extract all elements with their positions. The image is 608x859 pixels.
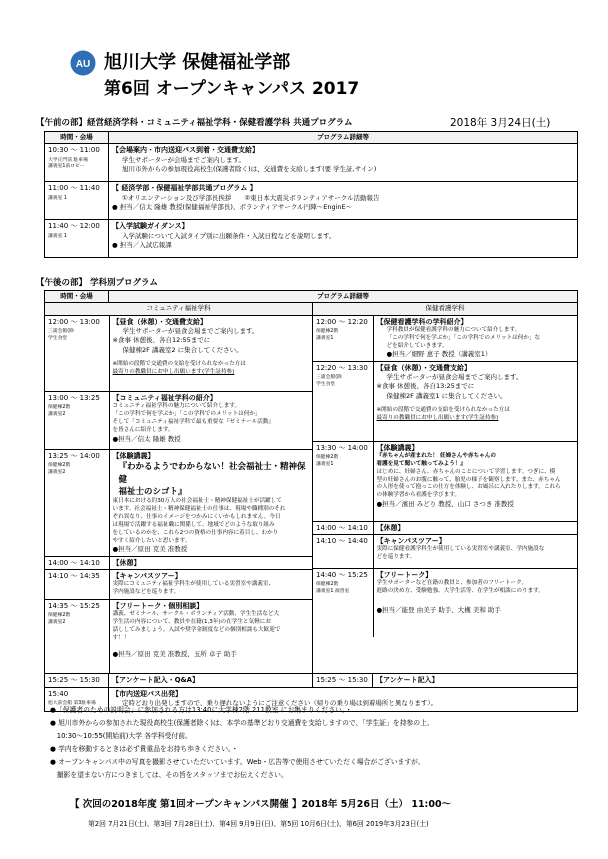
page-title: 旭川大学 保健福祉学部 xyxy=(104,52,291,73)
page-subtitle: 第6回 オープンキャンパス 2017 xyxy=(104,79,360,99)
svg-text:AU: AU xyxy=(75,59,91,70)
dept-community: コミュニティ福祉学科 xyxy=(45,303,313,315)
note-2b: 10:30～10:55(開始前)大学 各学科受付前。 xyxy=(50,732,192,740)
event-date: 2018年 3月24日(土) xyxy=(450,117,551,129)
note-4: ● オープンキャンパス中の写真を撮影させていただいています。Web・広告等で使用させていただく場合がございますが、 xyxy=(50,758,425,766)
col-program: プログラム詳細等 xyxy=(109,132,578,144)
venue: 大学正門前 駐車場 講義室1前ロビー xyxy=(48,157,88,170)
dept-nursing: 保健看護学科 xyxy=(313,303,578,315)
right-program: 12:00 ～ 12:20 保健棟2階 講義室1 【保健看護学科の学科紹介】 学科教員が保健看護学科の魅力について紹介します。 「この学科で何を学ぶか」「この学科でのメリットは何か」な どを紹介していきます。 ●担当／細野 恵子 教授（講義室1） 12:20 ～ 13:30 三浦会館(除 学生食堂 【昼食（休憩）・交通費支給】 学生サポーターが昼食会場までご案内します。 ※食事 休憩後、各自13:25までに 保健棟2F 講義室1 に集合してください。 ※開始の段階で交通費の支給を受けられなかった方は 最寄りの教職員にお申し出願います(学生証持参) 13:30 ～ 14:00 保健棟2階 講義室1 【体験講義】 『赤ちゃんが産まれた！ 妊婦さんや赤ちゃんの 看護を見て聞いて触ってみよう！』 はじめに、妊婦さん、赤ちゃんのことについて学習します。つぎに、模 型の妊婦さんのお腹に触って、胎児の様子を観察します。また、赤ちゃん の人形を使って抱っこの仕方を体験し、お風呂に入れたりします。これら の体験学習から看護を学びます。 ●担当／濱田 みどり 教授、山口 さつき 准教授 14:00 ～ 14:10 【休憩】 14:10 ～ 14:40 【キャンパスツアー】 実際に保健看護学科生が使用している実習室や講義室、学内施設な どを巡ります。 14:40 ～ 15:25 保健棟2階 講義室1 演習室 【フリートーク】 学生サポーターなど在籍の教員と、参加者のフリートーク。 進路の決め方、受験勉強、大学生活等、在学生が相談にのります。 ●担当／能登 由美子 助手、大槻 美和 助手 xyxy=(313,316,577,637)
morning-section-label: 【午前の部】経営経済学科・コミュニティ福祉学科・保健看護学科 共通プログラム xyxy=(36,118,353,128)
note-4b: 撮影を望まない方につきましては、その旨をスタッフまでお伝えください。 xyxy=(50,771,288,779)
note-2: ● 旭川市外からの参加された現役高校生(保護者除く)は、本学の基準どおり交通費を支給しますので、「学生証」を持参の上、 xyxy=(50,719,434,727)
col-time: 時間・会場 xyxy=(45,132,109,144)
note-1: ●「保護者のための説明会」に参加される方は13:40に大学棟2階 211教室 にお集まりください。・ xyxy=(50,706,353,714)
university-logo xyxy=(70,50,96,76)
future-dates: 第2回 7月21日(土)、第3回 7月28日(土)、第4回 9月9日(日)、第5回 10月6日(土)、第6回 2019年3月23日(土) xyxy=(88,820,429,828)
table-row: 11:40 ～ 12:00 講義室 1 【入学試験ガイダンス】 入学試験について入試タイプ別に出願条件・入試日程などを説明します。 ● 担当／入試広報課 xyxy=(45,220,578,258)
next-event-heading: 【 次回の2018年度 第1回オープンキャンパス開催 】2018年 5月26日（土） 11:00～ xyxy=(70,799,452,810)
table-row: 11:00 ～ 11:40 講義室 1 【 経済学部・保健福祉学部共通プログラム 】 ①オリエンテーション及び学部長挨拶 ②東日本大震災ボランティアサークル活動報告 ● 担当／信太 隆雄 教授(保健福祉学部長)、ボランティアサークル円陣～EnginE～ xyxy=(45,182,578,220)
afternoon-table: 時間・会場 プログラム詳細等 コミュニティ福祉学科 保健看護学科 12:00 ～ 13:00 三浦会館(除 学生食堂 【昼食（休憩）・交通費支給】 学生サポーターが昼食会場までご案内します。 ※食事 休憩後、各自12:55までに 保健棟2F 講義室2 に集合してください。 ※開始の段階で交通費の支給を受けられなかった方は 最寄りの教職員にお申し出願います(学生証持参) 13:00 ～ 13:25 保健棟2階 講義室2 【コミュニティ福祉学科の紹介】 コミュニティ福祉学科の魅力について紹介します。 「この学科で何を学ぶか」「この学科でのメリットは何か」 そして「コミュニティ福祉学科で最も重要な『ゼミナール活動』 を皆さんに紹介します。 ●担当／信太 隆雄 教授 13:25 ～ 14:00 保健棟2階 講義室2 【体験講義】 『わかるようでわからない！社会福祉士・精神保健 福祉士のシゴト』 東日本における約30万人の社会福祉士・精神保健福祉士が活躍して います。社会福祉士・精神保健福祉士の仕事は、現場や職種別のそれ ぞれ異なり、仕事のイメージをつかみにくいかもしれません。今日 は現場で活躍する福祉職に関係して、地域でどのような取り組み をしているのかを、これら2つの資格の仕事内容に着目し、わかり やすく紹介したいと思います。 ●担当／原田 克美 准教授 14:00 ～ 14:10 【休憩】 14:10 ～ 14:35 【キャンパスツアー】 実際にコミュニティ福祉学科生が使用している実習室や講義室、 学内施設などを巡ります。 14:35 ～ 15:25 保健棟2階 講義室2 【フリートーク・個別相談】 講義、ゼミナール、サークル・ボランティア活動、学生生活など大 学生活の内容について、教員や在籍(1,3年)の在学生と気軽にお 話ししてみましょう。入試や奨学金制度などの個別相談も大歓迎で す！！ ●担当／原田 克美 准教授、玉所 卓子 助手 12:00 ～ 12:20 保健棟2階 講義室1 【保健看護学科の学科紹介】 学科教員が保健看護学科の魅力について紹介します。 「この学科で何を学ぶか」「この学科でのメリットは何か」な どを紹介していきます。 ●担当／細野 恵子 教授（講義室1） 12:20 ～ 13:30 三浦会館(除 学生食堂 【昼食（休憩）・交通費支給】 学生サポーターが昼食会場までご案内します。 ※食事 休憩後、各自13:25までに 保健棟2F 講義室1 に集合してください。 ※開始の段階で交通費の支給を受けられなかった方は 最寄りの教職員にお申し出願います(学生証持参) 13:30 ～ 14:00 保健棟2階 講義室1 【体験講義】 『赤ちゃんが産まれた！ 妊婦さんや赤ちゃんの 看護を見て聞いて触ってみよう！』 はじめに、妊婦さん、赤ちゃんのことについて学習します。つぎに、模 型の妊婦さんのお腹に触って、胎児の様子を観察します。また、赤ちゃん の人形を使って抱っこの仕方を体験し、お風呂に入れたりします。これら の体験学習から看護を学びます。 ●担当／濱田 みどり 教授、山口 さつき 准教授 14:00 ～ 14:10 【休憩】 14:10 ～ 14:40 【キャンパスツアー】 実際に保健看護学科生が使用している実習室や講義室、学内施設な どを巡ります。 14:40 ～ 15:25 保健棟2階 講義室1 演習室 【フリートーク】 学生サポーターなど在籍の教員と、参加者のフリートーク。 進路の決め方、受験勉強、大学生活等、在学生が相談にのります。 ●担当／能登 由美子 助手、大槻 美和 助手 15:25 ～ 15:30 【アンケート記入・Q&A】 15:25 ～ 15:30 【アンケート記入】 15:40 旭大前会館 第3駐車場 【市内送迎バス出発】 定時どおり出発しますので、乗り遅れないようにご注意ください（帰りの乗り場は到着場所と異なります）。 xyxy=(44,290,578,712)
note-3: ● 学内を移動するときは必ず貴重品をお持ち歩きください。・ xyxy=(50,745,239,753)
morning-table xyxy=(44,131,578,258)
afternoon-section-label: 【午後の部】 学科別プログラム xyxy=(36,278,158,288)
left-program: 12:00 ～ 13:00 三浦会館(除 学生食堂 【昼食（休憩）・交通費支給】 学生サポーターが昼食会場までご案内します。 ※食事 休憩後、各自12:55までに 保健棟2F 講義室2 に集合してください。 ※開始の段階で交通費の支給を受けられなかった方は 最寄りの教職員にお申し出願います(学生証持参) 13:00 ～ 13:25 保健棟2階 講義室2 【コミュニティ福祉学科の紹介】 コミュニティ福祉学科の魅力について紹介します。 「この学科で何を学ぶか」「この学科でのメリットは何か」 そして「コミュニティ福祉学科で最も重要な『ゼミナール活動』 を皆さんに紹介します。 ●担当／信太 隆雄 教授 13:25 ～ 14:00 保健棟2階 講義室2 【体験講義】 『わかるようでわからない！社会福祉士・精神保健 福祉士のシゴト』 東日本における約30万人の社会福祉士・精神保健福祉士が活躍して います。社会福祉士・精神保健福祉士の仕事は、現場や職種別のそれ ぞれ異なり、仕事のイメージをつかみにくいかもしれません。今日 は現場で活躍する福祉職に関係して、地域でどのような取り組み をしているのかを、これら2つの資格の仕事内容に着目し、わかり やすく紹介したいと思います。 ●担当／原田 克美 准教授 14:00 ～ 14:10 【休憩】 14:10 ～ 14:35 【キャンパスツアー】 実際にコミュニティ福祉学科生が使用している実習室や講義室、 学内施設などを巡ります。 14:35 ～ 15:25 保健棟2階 講義室2 【フリートーク・個別相談】 講義、ゼミナール、サークル・ボランティア活動、学生生活など大 学生活の内容について、教員や在籍(1,3年)の在学生と気軽にお 話ししてみましょう。入試や奨学金制度などの個別相談も大歓迎で す！！ ●担当／原田 克美 准教授、玉所 卓子 助手 xyxy=(45,316,312,674)
table-row: 10:30 ～ 11:00 大学正門前 駐車場 講義室1前ロビー 【会場案内・市内送迎バス到着・交通費支給】 学生サポーターが会場までご案内します。 旭川市外からの参加現役高校生(保護者除く)は、交通費を支給します(要 学生証,サイン) xyxy=(45,144,578,182)
